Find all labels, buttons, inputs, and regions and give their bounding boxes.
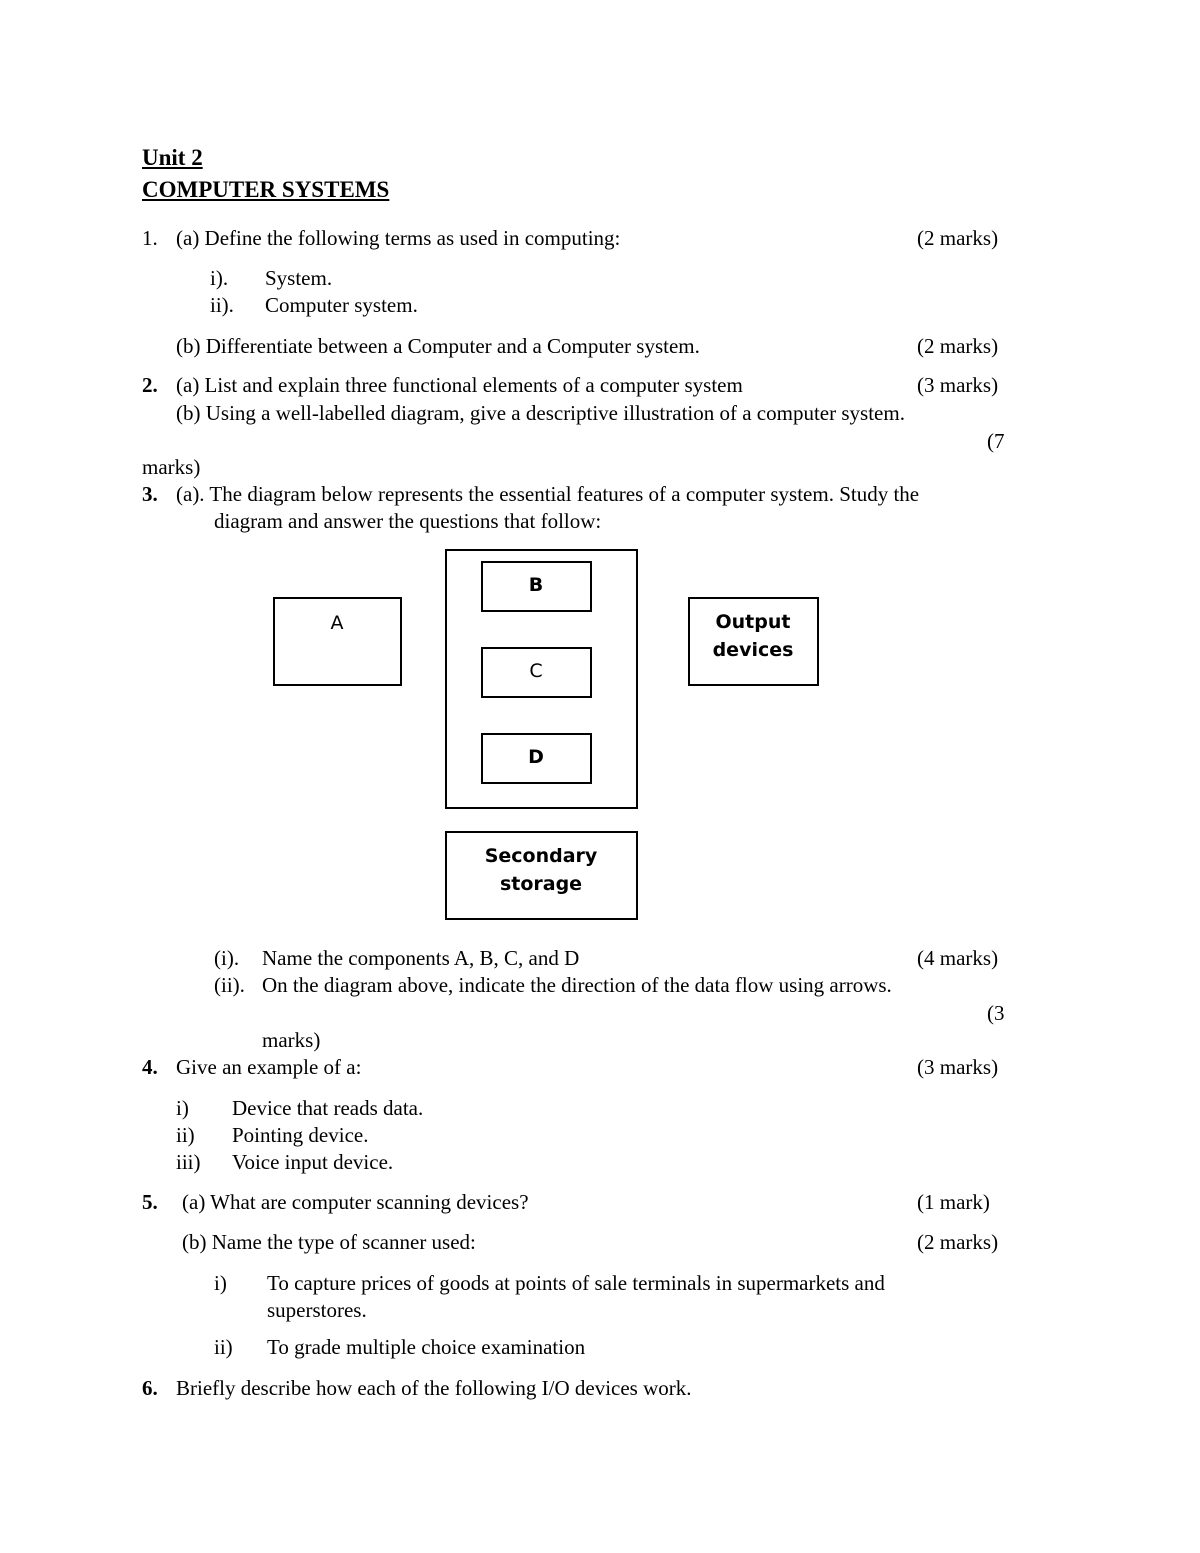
q4-item-text: Voice input device. [232,1150,394,1174]
q6-number: 6. [142,1376,158,1400]
page-title: COMPUTER SYSTEMS [142,177,390,202]
diagram-label-a: A [330,612,344,634]
q3-number: 3. [142,482,158,506]
q1b-text: (b) Differentiate between a Computer and a Computer system. [176,334,700,358]
q4-item-num: ii) [176,1123,195,1147]
q3-ii-text: On the diagram above, indicate the direction of the data flow using arrows. [262,973,892,997]
q2a-marks: (3 marks) [917,373,999,397]
diagram-label-b: B [528,574,544,596]
q1b-marks: (2 marks) [917,334,999,358]
diagram-box-b [481,561,592,612]
q5-item-text-line1: To capture prices of goods at points of sale terminals in supermarkets and [267,1271,885,1295]
q4-item-num: iii) [176,1150,201,1174]
diagram-label-d: D [528,746,544,768]
q4-text: Give an example of a: [176,1055,362,1079]
q2-number: 2. [142,373,158,397]
unit-heading: Unit 2 [142,145,203,170]
q1-item-text: Computer system. [265,293,418,317]
q1-item-num: ii). [210,293,234,317]
diagram-box-secondary [445,831,638,920]
q3-ii-marks-cont: marks) [262,1028,321,1052]
q2b-text: (b) Using a well-labelled diagram, give a descriptive illustration of a computer system. [176,401,905,425]
q1a-marks: (2 marks) [917,226,999,250]
q5b-marks: (2 marks) [917,1230,999,1254]
q5-item-num: i) [214,1271,227,1295]
diagram-label-secondary: Secondary storage [484,845,598,895]
q5-item-num: ii) [214,1335,233,1359]
q4-marks: (3 marks) [917,1055,999,1079]
q1a-text: (a) Define the following terms as used in computing: [176,226,621,250]
diagram-label-output: Output devices [712,611,794,661]
q4-item-num: i) [176,1096,189,1120]
q5-item-text-line2: superstores. [267,1298,367,1322]
q3-i-num: (i). [214,946,240,970]
q2a-text: (a) List and explain three functional elements of a computer system [176,373,743,397]
q3-ii-num: (ii). [214,973,245,997]
q2b-marks: (7 [987,429,1005,453]
q1-item-text: System. [265,266,333,290]
q3-i-text: Name the components A, B, C, and D [262,946,580,970]
diagram-box-c [481,647,592,698]
q3-ii-marks: (3 [987,1001,1005,1025]
diagram-box-a [273,597,402,686]
q1-number: 1. [142,226,158,250]
q5b-text: (b) Name the type of scanner used: [182,1230,476,1254]
diagram-box-output [688,597,819,686]
q3a-text-line2: diagram and answer the questions that follow: [214,509,602,533]
q5a-text: (a) What are computer scanning devices? [182,1190,529,1214]
q4-number: 4. [142,1055,158,1079]
q4-item-text: Device that reads data. [232,1096,424,1120]
q3a-text-line1: (a). The diagram below represents the essential features of a computer system. Study the [176,482,920,506]
q5a-marks: (1 mark) [917,1190,990,1214]
q5-number: 5. [142,1190,158,1214]
q2b-marks-cont: marks) [142,455,201,479]
diagram-label-c: C [529,660,543,682]
q6-text: Briefly describe how each of the following I/O devices work. [176,1376,692,1400]
q5-item-text-line1: To grade multiple choice examination [267,1335,586,1359]
q3-i-marks: (4 marks) [917,946,999,970]
diagram-box-d [481,733,592,784]
q1-item-num: i). [210,266,229,290]
q4-item-text: Pointing device. [232,1123,369,1147]
